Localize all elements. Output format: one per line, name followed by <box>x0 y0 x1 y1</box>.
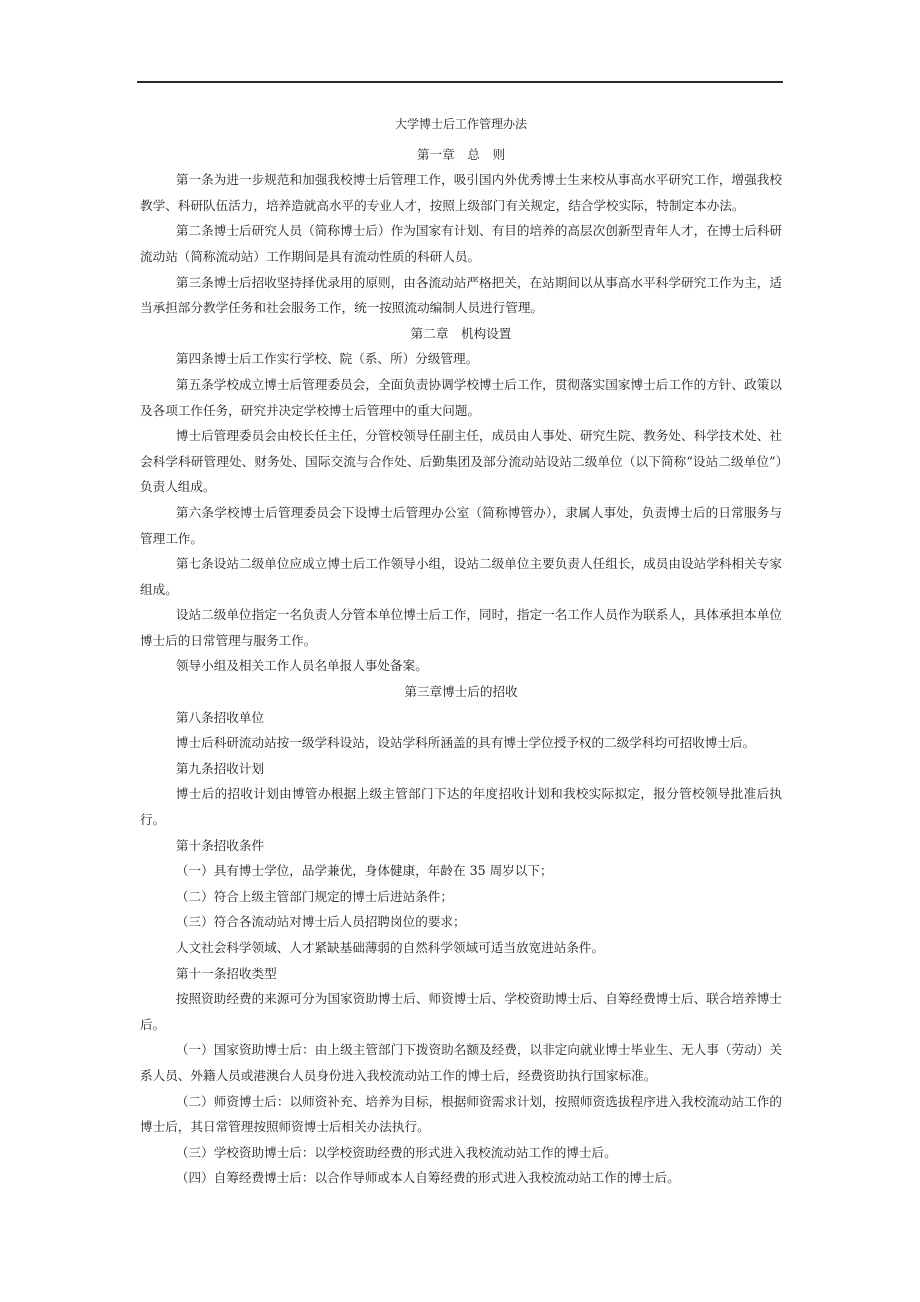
paragraph: 博士后科研流动站按一级学科设站，设站学科所涵盖的具有博士学位授予权的二级学科均可招收博士后。 <box>175 735 756 751</box>
paragraph: （三）学校资助博士后：以学校资助经费的形式进入我校流动站工作的博士后。 <box>175 1144 617 1160</box>
paragraph: 按照资助经费的来源可分为国家资助博士后、师资博士后、学校资助博士后、自筹经费博士后、联合培养博士后。 <box>140 991 782 1032</box>
paragraph: 人文社会科学领域、人才紧缺基础薄弱的自然科学领域可适当放宽进站条件。 <box>175 940 605 955</box>
paragraph: 第一条为进一步规范和加强我校博士后管理工作，吸引国内外优秀博士生来校从事高水平研究工作，增强我校教学、科研队伍活力，培养造就高水平的专业人才，按照上级部门有关规定，结合学校实际，特制定本办法。 <box>140 172 782 213</box>
paragraph: 第二条博士后研究人员（简称博士后）作为国家有计划、有目的培养的高层次创新型青年人才，在博士后科研流动站（简称流动站）工作期间是具有流动性质的科研人员。 <box>140 223 782 264</box>
paragraph: 设站二级单位指定一名负责人分管本单位博士后工作，同时，指定一名工作人员作为联系人，具体承担本单位博士后的日常管理与服务工作。 <box>140 607 782 648</box>
paragraph: （三）符合各流动站对博士后人员招聘岗位的要求； <box>175 914 466 930</box>
header-rule <box>137 81 783 83</box>
chapter-heading: 第一章 总 则 <box>416 146 506 162</box>
paragraph: 第十条招收条件 <box>175 837 265 853</box>
paragraph: 领导小组及相关工作人员名单报人事处备案。 <box>175 658 428 674</box>
chapter-heading: 第三章博士后的招收 <box>404 684 518 700</box>
paragraph: 第七条设站二级单位应成立博士后工作领导小组，设站二级单位主要负责人任组长，成员由设站学科相关专家组成。 <box>140 556 782 597</box>
paragraph: 第十一条招收类型 <box>175 965 277 981</box>
paragraph: 第四条博士后工作实行学校、院（系、所）分级管理。 <box>175 351 479 367</box>
paragraph: 博士后管理委员会由校长任主任，分管校领导任副主任，成员由人事处、研究生院、教务处、科学技术处、社会科学科研管理处、财务处、国际交流与合作处、后勤集团及部分流动站设站二级单位（以下简称“设站二级单位”）负责人组成。 <box>140 428 782 495</box>
paragraph: 博士后的招收计划由博管办根据上级主管部门下达的年度招收计划和我校实际拟定，报分管校领导批准后执行。 <box>140 786 782 828</box>
paragraph: （一）国家资助博士后：由上级主管部门下拨资助名额及经费，以非定向就业博士毕业生、无人事（劳动）关系人员、外籍人员或港澳台人员身份进入我校流动站工作的博士后，经费资助执行国家标准。 <box>140 1042 782 1083</box>
paragraph: （二）师资博士后：以师资补充、培养为目标，根据师资需求计划，按照师资选拔程序进入我校流动站工作的博士后，其日常管理按照师资博士后相关办法执行。 <box>140 1093 782 1135</box>
paragraph: （四）自筹经费博士后：以合作导师或本人自筹经费的形式进入我校流动站工作的博士后。 <box>175 1170 680 1186</box>
paragraph: 第九条招收计划 <box>175 760 265 776</box>
document-content <box>140 142 782 1191</box>
paragraph: 第八条招收单位 <box>175 709 265 725</box>
paragraph: 第三条博士后招收坚持择优录用的原则，由各流动站严格把关，在站期间以从事高水平科学研究工作为主，适当承担部分教学任务和社会服务工作，统一按照流动编制人员进行管理。 <box>140 274 782 316</box>
document-title: 大学博士后工作管理办法 <box>394 117 527 131</box>
chapter-heading: 第二章 机构设置 <box>410 325 512 341</box>
paragraph: 第六条学校博士后管理委员会下设博士后管理办公室（简称博管办），隶属人事处，负责博士后的日常服务与管理工作。 <box>140 504 782 546</box>
document-body <box>140 112 782 1191</box>
paragraph: （一）具有博士学位，品学兼优，身体健康，年龄在 35 周岁以下； <box>175 863 553 879</box>
paragraph: （二）符合上级主管部门规定的博士后进站条件； <box>175 888 453 904</box>
paragraph: 第五条学校成立博士后管理委员会，全面负责协调学校博士后工作，贯彻落实国家博士后工作的方针、政策以及各项工作任务，研究并决定学校博士后管理中的重大问题。 <box>140 376 782 418</box>
